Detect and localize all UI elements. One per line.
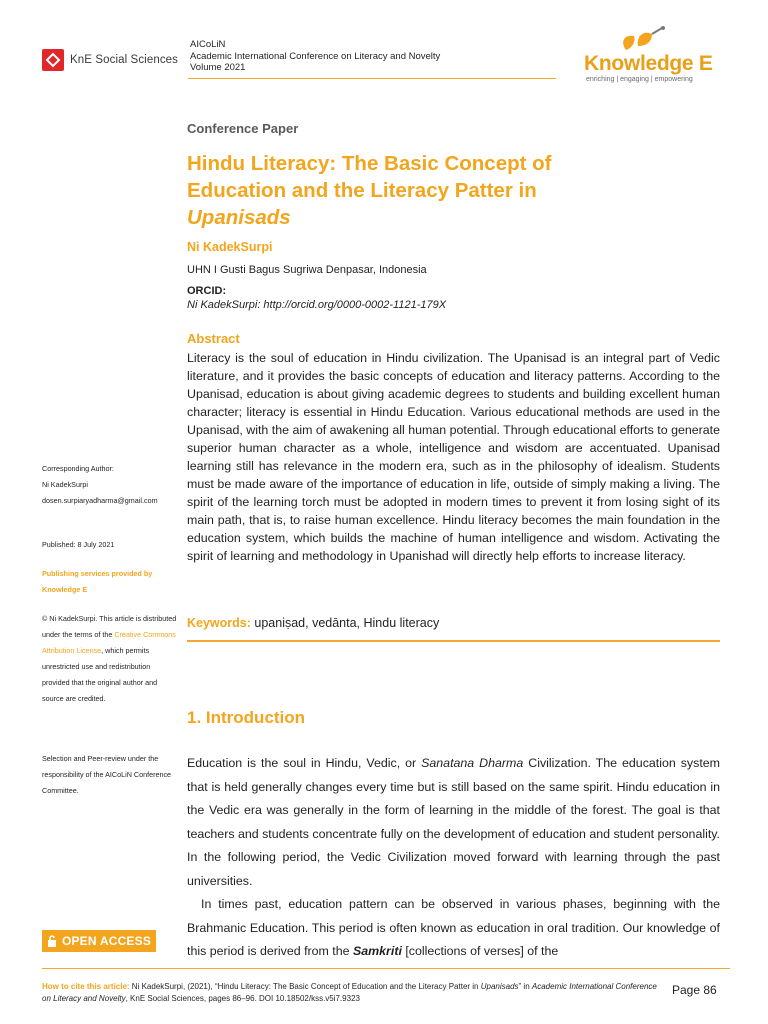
kne-logo-icon [42, 49, 64, 71]
publishing-services: Publishing services provided by Knowledge E [42, 569, 153, 594]
corresponding-email[interactable]: dosen.surpiaryadharma@gmail.com [42, 496, 158, 505]
published-date: Published: 8 July 2021 [42, 540, 115, 549]
document-type: Conference Paper [187, 121, 299, 136]
conference-name: Academic International Conference on Literacy and Novelty [190, 50, 441, 62]
title-line-1: Hindu Literacy: The Basic Concept of [187, 152, 552, 175]
keywords-divider [187, 640, 720, 642]
orcid-label: ORCID: [187, 285, 227, 297]
title-line-3: Upanisads [187, 206, 291, 229]
conference-volume: Volume 2021 [190, 62, 246, 73]
open-access-label: OPEN ACCESS [61, 934, 152, 948]
orcid-link[interactable]: Ni KadekSurpi: http://orcid.org/0000-0002-1121-179X [187, 299, 447, 311]
corresponding-author [42, 461, 178, 509]
corresponding-name: Ni KadekSurpi [42, 480, 88, 489]
keywords [187, 616, 439, 630]
kne-logo-text: KnE Social Sciences [70, 54, 179, 66]
conference-info [190, 39, 440, 74]
paragraph: Education is the soul in Hindu, Vedic, or Sanatana Dharma Civilization. The education system that is held generally changes every time but is still based on the same spirit. Hindu education in the Vedic era was generally in the form of learning in the middle of the forest. The goal is that teachers and students concentrate fully on the development of education and student personality. In the following period, the Vedic Civilization moved forward with learning through the past universities. [187, 756, 720, 888]
license-notice: © Ni KadekSurpi. This article is distributed under the terms of the Creative Commons Attribution License, which permits unrestricted use and redistribution provided that the original author and source are credited. [42, 614, 177, 703]
footer-divider [42, 968, 730, 969]
knowledge-e-logo [584, 26, 734, 90]
open-access-badge [42, 930, 156, 952]
title-line-2: Education and the Literacy Patter in [187, 179, 537, 202]
brand-name: Knowledge E [584, 52, 713, 75]
keywords-label: Keywords: [187, 616, 251, 630]
paragraph: In times past, education pattern can be observed in various phases, beginning with the Brahmanic Education. This period is often known as education in oral tradition. Our knowledge of this period is derived from the Samkriti [collections of verses] of the [187, 897, 720, 958]
brand-tagline: enriching | engaging | empowering [586, 76, 693, 83]
citation: How to cite this article: Ni KadekSurpi, (2021), “Hindu Literacy: The Basic Concept of Education and the Literacy Patter in Upanisads” in Academic International Conference on Literacy and Novelty, KnE Social Sciences, pages 86–96. DOI 10.18502/kss.v5i7.9323 [42, 982, 657, 1003]
author-affiliation: UHN I Gusti Bagus Sugriwa Denpasar, Indonesia [187, 264, 427, 276]
conference-acronym: AICoLiN [190, 39, 226, 50]
paper-title [187, 150, 657, 231]
section-heading-introduction: 1. Introduction [187, 708, 306, 727]
page-number: Page 86 [672, 983, 717, 997]
corresponding-label: Corresponding Author: [42, 464, 114, 473]
leaf-icon [616, 26, 668, 54]
header-divider [188, 78, 556, 79]
license-link[interactable]: Creative Commons Attribution License [42, 630, 176, 655]
peer-review-note: Selection and Peer-review under the responsibility of the AICoLiN Conference Committee. [42, 754, 172, 795]
kne-logo [42, 46, 180, 74]
abstract-text: Literacy is the soul of education in Hindu civilization. The Upanisad is an integral part of Vedic literature, and it provides the basic concepts of education and literacy patterns. According to the Upanisad, education is about giving academic degrees to students and building excellent human character; literacy is essential in Hindu Education. Various educational methods are used in the Upanisad, with the aim of awakening all human potential. Through educational efforts to generate superior human character as a whole, intelligence and wisdom are accentuated. Upanisad learning still has relevance in the modern era, such as in the philosophy of idealism. Students must be made aware of the importance of education in life, outside of simply making a living. The spirit of the learning torch must be adopted in modern times to prevent it from losing sight of its main path, that is, to raise human excellence. Hindu literacy becomes the main foundation in the education system, which builds the machine of human intelligence and wisdom. Activating the spirit of learning and methodology in Upanishad will directly help efforts to increase literacy. [187, 351, 720, 563]
keywords-list: upaniṣad, vedānta, Hindu literacy [254, 616, 440, 630]
citation-label: How to cite this article: [42, 982, 130, 991]
author-name: Ni KadekSurpi [187, 240, 273, 254]
abstract-heading: Abstract [187, 331, 240, 346]
introduction-body [187, 752, 720, 964]
lock-icon [47, 935, 57, 947]
